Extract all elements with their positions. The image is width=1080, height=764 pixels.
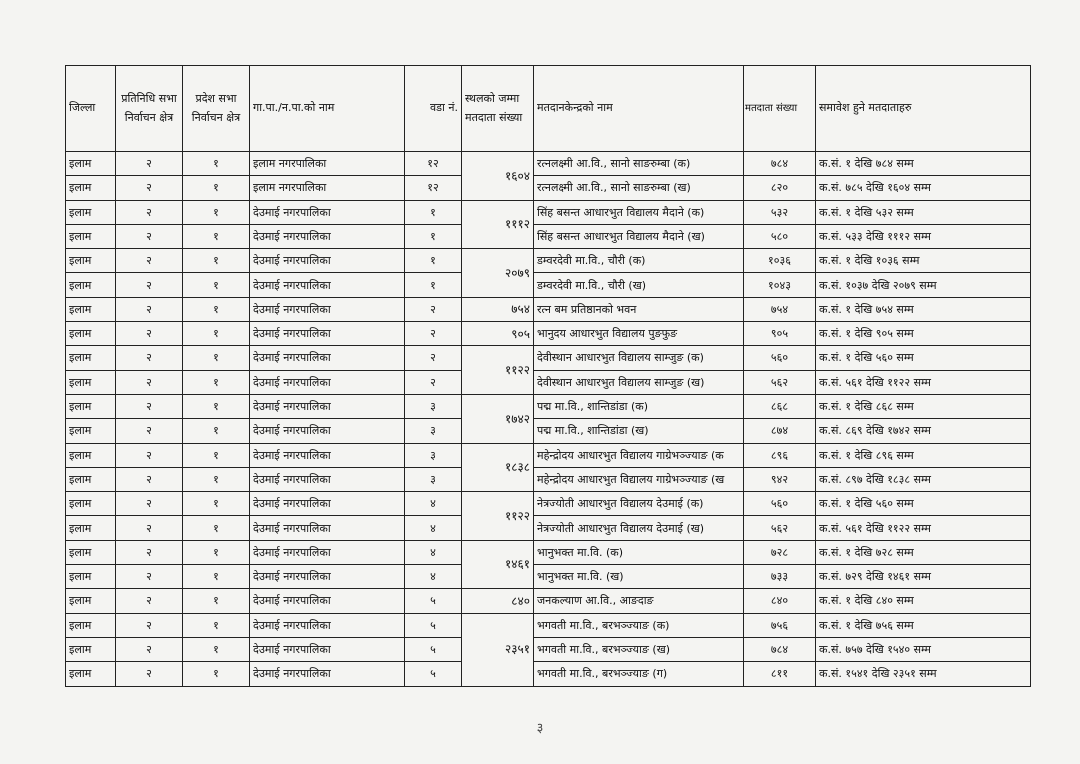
cell-polling-center: रत्नलक्ष्मी आ.वि., सानो साङरुम्बा (क)	[534, 152, 744, 176]
cell-voter-count: ७८४	[744, 152, 816, 176]
header-total-voters: स्थलको जम्मा मतदाता संख्या	[462, 66, 534, 152]
cell-district: इलाम	[66, 613, 116, 637]
cell-local-body: देउमाई नगरपालिका	[250, 297, 405, 321]
cell-local-body: देउमाई नगरपालिका	[250, 492, 405, 516]
cell-federal-constituency: २	[116, 394, 183, 418]
cell-local-body: इलाम नगरपालिका	[250, 152, 405, 176]
cell-polling-center: भगवती मा.वि., बरभञ्ज्याङ (ख)	[534, 637, 744, 661]
cell-included-voters: क.सं. १ देखि ५६० सम्म	[816, 492, 1031, 516]
cell-district: इलाम	[66, 467, 116, 491]
cell-federal-constituency: २	[116, 370, 183, 394]
cell-polling-center: भानुभक्त मा.वि. (क)	[534, 540, 744, 564]
cell-federal-constituency: २	[116, 297, 183, 321]
cell-provincial-constituency: १	[183, 565, 250, 589]
table-header-row	[66, 66, 1031, 152]
cell-district: इलाम	[66, 297, 116, 321]
cell-included-voters: क.सं. ७५७ देखि १५४० सम्म	[816, 637, 1031, 661]
cell-ward: ३	[405, 394, 462, 418]
cell-provincial-constituency: १	[183, 224, 250, 248]
cell-polling-center: रत्नलक्ष्मी आ.वि., सानो साङरुम्बा (ख)	[534, 176, 744, 200]
table-row	[66, 419, 1031, 443]
cell-voter-count: ५६०	[744, 492, 816, 516]
cell-district: इलाम	[66, 637, 116, 661]
cell-federal-constituency: २	[116, 613, 183, 637]
cell-district: इलाम	[66, 492, 116, 516]
cell-included-voters: क.सं. १५४१ देखि २३५१ सम्म	[816, 662, 1031, 686]
cell-voter-count: ५६०	[744, 346, 816, 370]
cell-polling-center: महेन्द्रोदय आधारभुत विद्यालय गाग्रेभञ्ज्याङ (क	[534, 443, 744, 467]
polling-centers-table	[65, 65, 1031, 687]
cell-included-voters: क.सं. १ देखि १०३६ सम्म	[816, 249, 1031, 273]
cell-local-body: देउमाई नगरपालिका	[250, 467, 405, 491]
cell-federal-constituency: २	[116, 492, 183, 516]
cell-provincial-constituency: १	[183, 419, 250, 443]
cell-polling-center: भानुभक्त मा.वि. (ख)	[534, 565, 744, 589]
cell-polling-center: भगवती मा.वि., बरभञ्ज्याङ (ग)	[534, 662, 744, 686]
cell-voter-count: ८२०	[744, 176, 816, 200]
cell-district: इलाम	[66, 419, 116, 443]
cell-district: इलाम	[66, 224, 116, 248]
cell-provincial-constituency: १	[183, 346, 250, 370]
cell-ward: ४	[405, 565, 462, 589]
cell-local-body: देउमाई नगरपालिका	[250, 613, 405, 637]
cell-ward: ३	[405, 419, 462, 443]
cell-federal-constituency: २	[116, 346, 183, 370]
cell-polling-center: पद्म मा.वि., शान्तिडांडा (क)	[534, 394, 744, 418]
cell-local-body: देउमाई नगरपालिका	[250, 346, 405, 370]
cell-total-voters: २३५१	[462, 613, 534, 686]
cell-voter-count: ८४०	[744, 589, 816, 613]
table-row	[66, 394, 1031, 418]
cell-ward: १	[405, 273, 462, 297]
cell-included-voters: क.सं. १ देखि ७५४ सम्म	[816, 297, 1031, 321]
cell-polling-center: भगवती मा.वि., बरभञ्ज्याङ (क)	[534, 613, 744, 637]
cell-provincial-constituency: १	[183, 249, 250, 273]
table-row	[66, 662, 1031, 686]
cell-polling-center: सिंह बसन्त आधारभुत विद्यालय मैदाने (ख)	[534, 224, 744, 248]
cell-local-body: देउमाई नगरपालिका	[250, 273, 405, 297]
cell-polling-center: डम्वरदेवी मा.वि., चौरी (क)	[534, 249, 744, 273]
cell-ward: १	[405, 224, 462, 248]
cell-local-body: देउमाई नगरपालिका	[250, 516, 405, 540]
cell-federal-constituency: २	[116, 419, 183, 443]
cell-total-voters: १४६१	[462, 540, 534, 589]
cell-total-voters: ११२२	[462, 492, 534, 541]
cell-voter-count: ७८४	[744, 637, 816, 661]
cell-ward: २	[405, 370, 462, 394]
cell-polling-center: देवीस्थान आधारभुत विद्यालय साम्जुङ (ख)	[534, 370, 744, 394]
cell-ward: १२	[405, 152, 462, 176]
cell-voter-count: ५६२	[744, 516, 816, 540]
table-row	[66, 589, 1031, 613]
table-row	[66, 637, 1031, 661]
header-voter-count: मतदाता संख्या	[744, 66, 816, 152]
cell-federal-constituency: २	[116, 200, 183, 224]
page-number: ३	[536, 721, 544, 736]
cell-district: इलाम	[66, 394, 116, 418]
cell-provincial-constituency: १	[183, 273, 250, 297]
cell-federal-constituency: २	[116, 322, 183, 346]
cell-ward: २	[405, 297, 462, 321]
cell-federal-constituency: २	[116, 273, 183, 297]
cell-polling-center: भानुदय आधारभुत विद्यालय पुङफुङ	[534, 322, 744, 346]
cell-ward: २	[405, 346, 462, 370]
cell-total-voters: ११२२	[462, 346, 534, 395]
cell-ward: १२	[405, 176, 462, 200]
cell-total-voters: १६०४	[462, 152, 534, 201]
cell-included-voters: क.सं. ८६९ देखि १७४२ सम्म	[816, 419, 1031, 443]
cell-voter-count: १०४३	[744, 273, 816, 297]
cell-polling-center: सिंह बसन्त आधारभुत विद्यालय मैदाने (क)	[534, 200, 744, 224]
cell-polling-center: रत्न बम प्रतिष्ठानको भवन	[534, 297, 744, 321]
cell-total-voters: ७५४	[462, 297, 534, 321]
table-row	[66, 467, 1031, 491]
cell-total-voters: ९०५	[462, 322, 534, 346]
cell-district: इलाम	[66, 540, 116, 564]
cell-polling-center: पद्म मा.वि., शान्तिडांडा (ख)	[534, 419, 744, 443]
cell-included-voters: क.सं. ७२९ देखि १४६१ सम्म	[816, 565, 1031, 589]
cell-polling-center: नेत्रज्योती आधारभुत विद्यालय देउमाई (ख)	[534, 516, 744, 540]
cell-provincial-constituency: १	[183, 492, 250, 516]
table-row	[66, 492, 1031, 516]
table-row	[66, 370, 1031, 394]
cell-local-body: देउमाई नगरपालिका	[250, 322, 405, 346]
cell-ward: १	[405, 200, 462, 224]
cell-voter-count: ७२८	[744, 540, 816, 564]
table-row	[66, 297, 1031, 321]
cell-local-body: देउमाई नगरपालिका	[250, 589, 405, 613]
cell-ward: २	[405, 322, 462, 346]
cell-ward: १	[405, 249, 462, 273]
cell-district: इलाम	[66, 152, 116, 176]
cell-provincial-constituency: १	[183, 370, 250, 394]
cell-voter-count: ९४२	[744, 467, 816, 491]
cell-local-body: देउमाई नगरपालिका	[250, 370, 405, 394]
cell-voter-count: ५६२	[744, 370, 816, 394]
cell-voter-count: ७५६	[744, 613, 816, 637]
table-row	[66, 540, 1031, 564]
header-local-body: गा.पा./न.पा.को नाम	[250, 66, 405, 152]
cell-local-body: देउमाई नगरपालिका	[250, 565, 405, 589]
cell-included-voters: क.सं. १ देखि ७८४ सम्म	[816, 152, 1031, 176]
cell-ward: ४	[405, 492, 462, 516]
cell-federal-constituency: २	[116, 249, 183, 273]
cell-total-voters: ८४०	[462, 589, 534, 613]
cell-local-body: देउमाई नगरपालिका	[250, 419, 405, 443]
header-included-voters: समावेश हुने मतदाताहरु	[816, 66, 1031, 152]
cell-included-voters: क.सं. ८९७ देखि १८३८ सम्म	[816, 467, 1031, 491]
cell-ward: ३	[405, 467, 462, 491]
cell-ward: ५	[405, 637, 462, 661]
cell-district: इलाम	[66, 589, 116, 613]
cell-voter-count: १०३६	[744, 249, 816, 273]
cell-ward: ४	[405, 540, 462, 564]
cell-federal-constituency: २	[116, 662, 183, 686]
cell-provincial-constituency: १	[183, 613, 250, 637]
table-row	[66, 249, 1031, 273]
table-row	[66, 346, 1031, 370]
table-row	[66, 200, 1031, 224]
cell-included-voters: क.सं. १ देखि ७२८ सम्म	[816, 540, 1031, 564]
cell-federal-constituency: २	[116, 443, 183, 467]
cell-included-voters: क.सं. १ देखि ८९६ सम्म	[816, 443, 1031, 467]
cell-federal-constituency: २	[116, 637, 183, 661]
cell-total-voters: १७४२	[462, 394, 534, 443]
table-body	[66, 152, 1031, 687]
cell-local-body: इलाम नगरपालिका	[250, 176, 405, 200]
cell-local-body: देउमाई नगरपालिका	[250, 540, 405, 564]
cell-polling-center: जनकल्याण आ.वि., आङदाङ	[534, 589, 744, 613]
cell-federal-constituency: २	[116, 467, 183, 491]
cell-federal-constituency: २	[116, 152, 183, 176]
table-row	[66, 273, 1031, 297]
table-row	[66, 152, 1031, 176]
cell-district: इलाम	[66, 565, 116, 589]
cell-included-voters: क.सं. १ देखि ७५६ सम्म	[816, 613, 1031, 637]
header-polling-center: मतदानकेन्द्रको नाम	[534, 66, 744, 152]
cell-federal-constituency: २	[116, 589, 183, 613]
cell-district: इलाम	[66, 322, 116, 346]
cell-district: इलाम	[66, 370, 116, 394]
cell-voter-count: ५८०	[744, 224, 816, 248]
cell-included-voters: क.सं. ५३३ देखि १११२ सम्म	[816, 224, 1031, 248]
cell-ward: ५	[405, 589, 462, 613]
cell-total-voters: २०७९	[462, 249, 534, 298]
table-row	[66, 613, 1031, 637]
cell-federal-constituency: २	[116, 176, 183, 200]
cell-district: इलाम	[66, 516, 116, 540]
cell-district: इलाम	[66, 346, 116, 370]
cell-federal-constituency: २	[116, 565, 183, 589]
cell-polling-center: देवीस्थान आधारभुत विद्यालय साम्जुङ (क)	[534, 346, 744, 370]
cell-provincial-constituency: १	[183, 443, 250, 467]
cell-federal-constituency: २	[116, 540, 183, 564]
cell-provincial-constituency: १	[183, 516, 250, 540]
cell-district: इलाम	[66, 273, 116, 297]
table-row	[66, 565, 1031, 589]
cell-voter-count: ८११	[744, 662, 816, 686]
header-provincial-constituency: प्रदेश सभा निर्वाचन क्षेत्र	[183, 66, 250, 152]
cell-federal-constituency: २	[116, 224, 183, 248]
cell-provincial-constituency: १	[183, 394, 250, 418]
cell-voter-count: ९०५	[744, 322, 816, 346]
cell-included-voters: क.सं. १ देखि ८६८ सम्म	[816, 394, 1031, 418]
cell-ward: ५	[405, 662, 462, 686]
cell-included-voters: क.सं. ५६१ देखि ११२२ सम्म	[816, 516, 1031, 540]
table-row	[66, 516, 1031, 540]
cell-polling-center: डम्वरदेवी मा.वि., चौरी (ख)	[534, 273, 744, 297]
cell-provincial-constituency: १	[183, 176, 250, 200]
cell-district: इलाम	[66, 443, 116, 467]
header-ward: वडा नं.	[405, 66, 462, 152]
cell-total-voters: १८३८	[462, 443, 534, 492]
cell-provincial-constituency: १	[183, 637, 250, 661]
cell-included-voters: क.सं. ५६१ देखि ११२२ सम्म	[816, 370, 1031, 394]
header-federal-constituency: प्रतिनिधि सभा निर्वाचन क्षेत्र	[116, 66, 183, 152]
table-row	[66, 224, 1031, 248]
cell-included-voters: क.सं. ७८५ देखि १६०४ सम्म	[816, 176, 1031, 200]
cell-ward: ५	[405, 613, 462, 637]
cell-voter-count: ७५४	[744, 297, 816, 321]
cell-provincial-constituency: १	[183, 540, 250, 564]
cell-district: इलाम	[66, 249, 116, 273]
cell-polling-center: महेन्द्रोदय आधारभुत विद्यालय गाग्रेभञ्ज्याङ (ख	[534, 467, 744, 491]
table-row	[66, 443, 1031, 467]
cell-district: इलाम	[66, 662, 116, 686]
cell-provincial-constituency: १	[183, 297, 250, 321]
cell-local-body: देउमाई नगरपालिका	[250, 662, 405, 686]
cell-local-body: देउमाई नगरपालिका	[250, 200, 405, 224]
table-row	[66, 322, 1031, 346]
cell-ward: ३	[405, 443, 462, 467]
cell-district: इलाम	[66, 176, 116, 200]
cell-polling-center: नेत्रज्योती आधारभुत विद्यालय देउमाई (क)	[534, 492, 744, 516]
cell-total-voters: १११२	[462, 200, 534, 249]
cell-voter-count: ८६८	[744, 394, 816, 418]
cell-voter-count: ७३३	[744, 565, 816, 589]
cell-provincial-constituency: १	[183, 152, 250, 176]
cell-federal-constituency: २	[116, 516, 183, 540]
cell-provincial-constituency: १	[183, 467, 250, 491]
cell-local-body: देउमाई नगरपालिका	[250, 249, 405, 273]
cell-provincial-constituency: १	[183, 200, 250, 224]
cell-district: इलाम	[66, 200, 116, 224]
cell-provincial-constituency: १	[183, 322, 250, 346]
cell-included-voters: क.सं. १ देखि ८४० सम्म	[816, 589, 1031, 613]
cell-voter-count: ५३२	[744, 200, 816, 224]
cell-included-voters: क.सं. १०३७ देखि २०७९ सम्म	[816, 273, 1031, 297]
cell-local-body: देउमाई नगरपालिका	[250, 224, 405, 248]
cell-local-body: देउमाई नगरपालिका	[250, 637, 405, 661]
cell-local-body: देउमाई नगरपालिका	[250, 394, 405, 418]
cell-voter-count: ८९६	[744, 443, 816, 467]
cell-provincial-constituency: १	[183, 589, 250, 613]
cell-ward: ४	[405, 516, 462, 540]
table-row	[66, 176, 1031, 200]
cell-local-body: देउमाई नगरपालिका	[250, 443, 405, 467]
cell-included-voters: क.सं. १ देखि ९०५ सम्म	[816, 322, 1031, 346]
cell-provincial-constituency: १	[183, 662, 250, 686]
cell-included-voters: क.सं. १ देखि ५३२ सम्म	[816, 200, 1031, 224]
header-district: जिल्ला	[66, 66, 116, 152]
cell-included-voters: क.सं. १ देखि ५६० सम्म	[816, 346, 1031, 370]
cell-voter-count: ८७४	[744, 419, 816, 443]
